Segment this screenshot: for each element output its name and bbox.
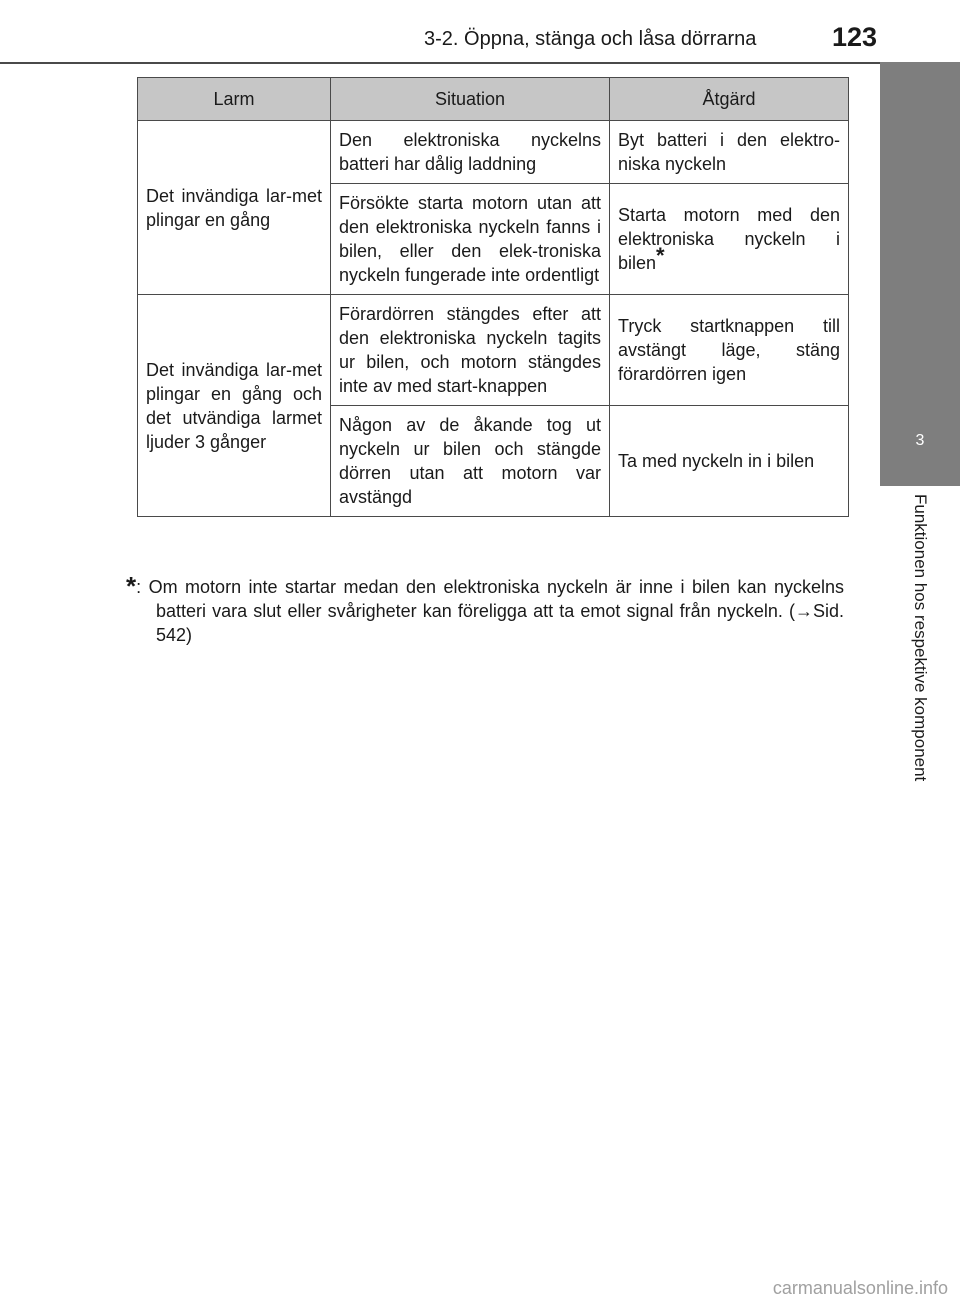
situation-cell: Försökte starta motorn utan att den elektroniska nyckeln fanns i bilen, eller den elek-troniska nyckeln fungerade inte ordentligt	[331, 184, 610, 295]
side-tab-chapter-label: Funktionen hos respektive komponent	[911, 494, 930, 782]
action-text: Starta motorn med den elektroniska nyckeln i bilen	[618, 205, 840, 273]
action-cell: Tryck startknappen till avstängt läge, stäng förardörren igen	[610, 295, 849, 406]
alarm-cell: Det invändiga lar-met plingar en gång	[138, 121, 331, 295]
column-header-action: Åtgärd	[610, 78, 849, 121]
column-header-alarm: Larm	[138, 78, 331, 121]
table-row	[138, 121, 849, 184]
alarm-cell: Det invändiga lar-met plingar en gång och det utvändiga larmet ljuder 3 gånger	[138, 295, 331, 517]
header-divider	[0, 62, 880, 64]
situation-cell: Förardörren stängdes efter att den elektroniska nyckeln tagits ur bilen, och motorn stängdes inte av med start-knappen	[331, 295, 610, 406]
footnote-star: *	[126, 571, 137, 601]
page-header-title: 3-2. Öppna, stänga och låsa dörrarna	[424, 28, 757, 50]
situation-cell: Den elektroniska nyckelns batteri har dålig laddning	[331, 121, 610, 184]
watermark: carmanualsonline.info	[772, 1278, 948, 1298]
page-number: 123	[832, 22, 878, 52]
action-cell: Byt batteri i den elektro-niska nyckeln	[610, 121, 849, 184]
alarm-table	[137, 77, 849, 517]
footnote-text: : Om motorn inte startar medan den elektroniska nyckeln är inne i bilen kan nyckelns batteri vara slut eller svårigheter kan föreligga att ta emot signal från nyckeln. (→Sid. 542)	[136, 577, 844, 645]
table-row	[138, 295, 849, 406]
footnote-reference-star: *	[656, 243, 665, 268]
side-tab-chapter-number: 3	[880, 396, 960, 486]
table-header-row	[138, 78, 849, 121]
situation-cell: Någon av de åkande tog ut nyckeln ur bilen och stängde dörren utan att motorn var avstängd	[331, 406, 610, 517]
action-cell	[610, 184, 849, 295]
column-header-situation: Situation	[331, 78, 610, 121]
side-tab-bar	[880, 62, 960, 396]
action-cell: Ta med nyckeln in i bilen	[610, 406, 849, 517]
footnote	[126, 571, 844, 647]
